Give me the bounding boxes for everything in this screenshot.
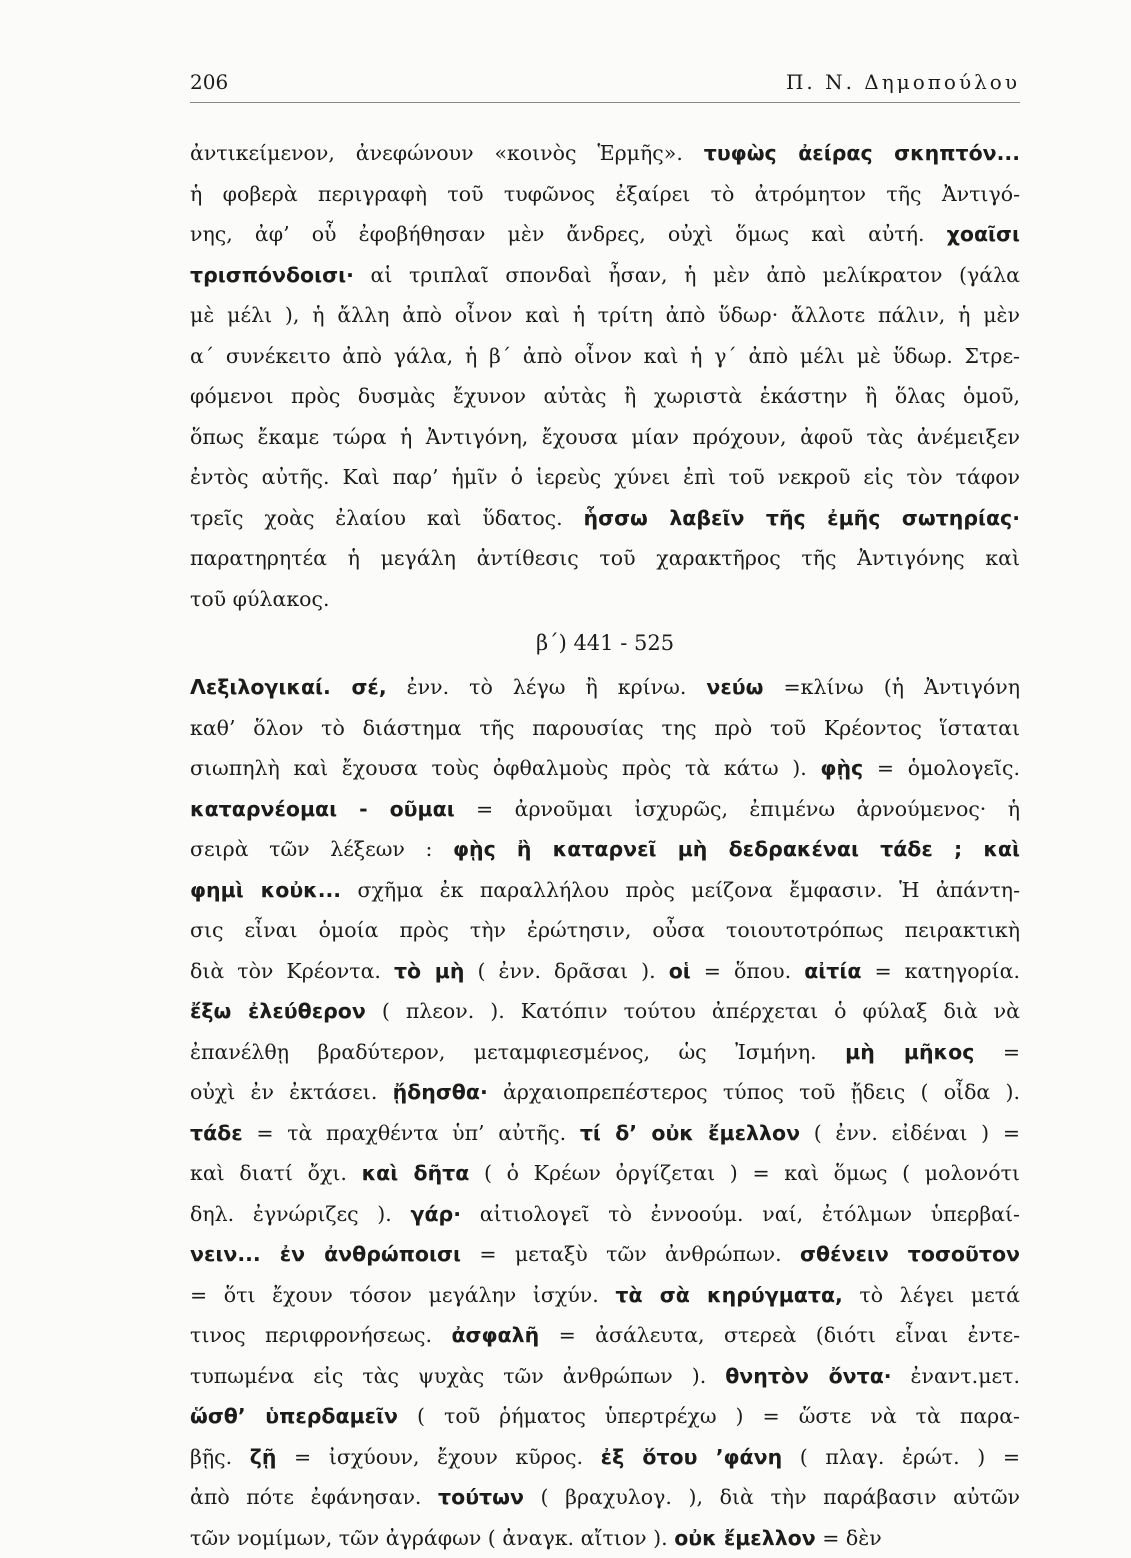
bold-term: τρισπόνδοισι· [190,263,354,287]
text-line [190,214,1020,255]
text-line [190,789,1020,830]
text-run: = κατηγορία. [861,959,1020,983]
text-run: δηλ. ἐγνώριζες ). [190,1202,411,1226]
text-run: σιωπηλὴ καὶ ἔχουσα τοὺς ὀφθαλμοὺς πρὸς τὰ κάτω ). [190,756,820,780]
text-line [190,1437,1020,1478]
text-line [190,1153,1020,1194]
text-line [190,910,1020,951]
text-line [190,579,1020,620]
text-run: = ὅπου. [691,959,804,983]
text-line [190,1356,1020,1397]
text-run: οὐχὶ ἐν ἐκτάσει. [190,1080,393,1104]
text-run: παρατηρητέα ἡ μεγάλη ἀντίθεσις τοῦ χαρακτῆρος τῆς Ἀντιγόνης καὶ [190,546,1020,570]
text-run: ( βραχυλογ. ), διὰ τὴν παράβασιν αὐτῶν [524,1485,1020,1509]
text-line [190,336,1020,377]
text-line [190,417,1020,458]
text-run: ἀντικείμενον, ἀνεφώνουν «κοινὸς Ἑρμῆς». [190,141,704,165]
text-run: = τὰ πραχθέντα ὑπ’ αὐτῆς. [243,1121,580,1145]
bold-term: ἀσφαλῆ [451,1323,539,1347]
text-run: μὲ μέλι ), ἡ ἄλλη ἀπὸ οἶνον καὶ ἡ τρίτη ἀπὸ ὕδωρ· ἄλλοτε πάλιν, ἡ μὲν [190,303,1020,327]
text-run: τυπωμένα εἰς τὰς ψυχὰς τῶν ἀνθρώπων ). [190,1364,725,1388]
text-line [190,133,1020,174]
text-run: =κλίνω (ἡ Ἀντιγόνη [763,675,1020,699]
bold-term: τυφὼς ἀείρας σκηπτόν... [704,141,1020,165]
text-line [190,1194,1020,1235]
text-line [190,1072,1020,1113]
text-line [190,951,1020,992]
bold-term: φῂς ἢ καταρνεῖ μὴ δεδρακέναι τάδε ; καὶ [453,837,1020,861]
text-line [190,748,1020,789]
text-run: ( ἐνν. εἰδέναι ) = [800,1121,1020,1145]
bold-term: ζῇ [250,1445,277,1469]
text-run: ἐντὸς αὐτῆς. Καὶ παρ’ ἡμῖν ὁ ἱερεὺς χύνει ἐπὶ τοῦ νεκροῦ εἰς τὸν τάφον [190,465,1020,489]
text-line [190,1396,1020,1437]
text-run: ( πλεον. ). Κατόπιν τούτου ἀπέρχεται ὁ φύλαξ διὰ νὰ [366,999,1020,1023]
text-run: τὸ λέγει μετά [843,1283,1020,1307]
bold-term: φῂς [820,756,863,780]
text-run: = δὲν [816,1526,882,1550]
text-run: διὰ τὸν Κρέοντα. [190,959,394,983]
bold-term: χοαῖσι [947,222,1020,246]
text-run: = ἀρνοῦμαι ἰσχυρῶς, ἐπιμένω ἀρνούμενος· ἡ [455,797,1020,821]
text-line [190,870,1020,911]
text-line [190,498,1020,539]
text-line [190,1032,1020,1073]
text-line [190,708,1020,749]
bold-term: ᾔδησθα· [393,1080,488,1104]
text-run: τινος περιφρονήσεως. [190,1323,451,1347]
text-line [190,255,1020,296]
bold-term: σθένειν τοσοῦτον [800,1242,1020,1266]
bold-term: φημὶ κοὐκ... [190,878,341,902]
running-header [190,70,1020,103]
text-line [190,1234,1020,1275]
text-run: νης, ἀφ’ οὗ ἐφοβήθησαν μὲν ἄνδρες, οὐχὶ ὅμως καὶ αὐτή. [190,222,947,246]
bold-term: Λεξιλογικαί. σέ, [190,675,387,699]
text-run: σχῆμα ἐκ παραλλήλου πρὸς μείζονα ἔμφασιν. Ἡ ἀπάντη- [341,878,1020,902]
bold-term: γάρ· [411,1202,462,1226]
bold-term: μὴ μῆκος [845,1040,974,1064]
text-run: σις εἶναι ὁμοία πρὸς τὴν ἐρώτησιν, οὖσα τοιουτοτρόπως πειρακτικὴ [190,918,1020,942]
text-run: καθ’ ὅλον τὸ διάστημα τῆς παρουσίας της πρὸ τοῦ Κρέοντος ἵσταται [190,716,1020,740]
bold-term: καὶ δῆτα [362,1161,470,1185]
text-run: ( ὁ Κρέων ὀργίζεται ) = καὶ ὅμως ( μολονότι [469,1161,1020,1185]
text-run: φόμενοι πρὸς δυσμὰς ἔχυνον αὐτὰς ἢ χωριστὰ ἑκάστην ἢ ὅλας ὁμοῦ, [190,384,1020,408]
text-line [190,667,1020,708]
text-run: καὶ διατί ὄχι. [190,1161,362,1185]
text-line [190,538,1020,579]
text-run: αἰτιολογεῖ τὸ ἐννοούμ. ναί, ἐτόλμων ὑπερβαί- [461,1202,1020,1226]
text-run: α΄ συνέκειτο ἀπὸ γάλα, ἡ β΄ ἀπὸ οἶνον καὶ ἡ γ΄ ἀπὸ μέλι μὲ ὕδωρ. Στρε- [190,344,1020,368]
text-line [190,376,1020,417]
text-run: = μεταξὺ τῶν ἀνθρώπων. [461,1242,800,1266]
text-run: = ὁμολογεῖς. [863,756,1020,780]
text-line [190,174,1020,215]
text-run: ἐνν. τὸ λέγω ἢ κρίνω. [387,675,707,699]
text-line [190,991,1020,1032]
bold-term: ἐξ ὅτου ’φάνη [601,1445,783,1469]
text-run: = [974,1040,1020,1064]
bold-term: καταρνέομαι - οῦμαι [190,797,455,821]
text-line [190,1518,1020,1558]
text-run: ὅπως ἔκαμε τώρα ἡ Ἀντιγόνη, ἔχουσα μίαν πρόχουν, ἀφοῦ τὰς ἀνέμειξεν [190,425,1020,449]
text-line [190,1315,1020,1356]
bold-term: τὸ μὴ [394,959,465,983]
text-run: ( πλαγ. ἐρώτ. ) = [782,1445,1020,1469]
bold-term: θνητὸν ὄντα· [725,1364,891,1388]
bold-term: ἔξω ἐλεύθερον [190,999,366,1023]
bold-term: οἱ [669,959,691,983]
text-run: ἡ φοβερὰ περιγραφὴ τοῦ τυφῶνος ἐξαίρει τὸ ἀτρόμητον τῆς Ἀντιγό- [190,182,1020,206]
section-title: β΄) 441 - 525 [190,623,1020,663]
text-run: αἱ τριπλαῖ σπονδαὶ ἦσαν, ἡ μὲν ἀπὸ μελίκρατον (γάλα [354,263,1020,287]
text-run: ἀπὸ πότε ἐφάνησαν. [190,1485,438,1509]
text-line [190,295,1020,336]
text-line [190,1477,1020,1518]
text-line [190,1275,1020,1316]
text-run: τῶν νομίμων, τῶν ἀγράφων ( ἀναγκ. αἴτιον ). [190,1526,674,1550]
bold-term: αἰτία [804,959,861,983]
bold-term: τούτων [438,1485,524,1509]
running-author: Π. Ν. Δημοπούλου [786,70,1020,94]
paragraph-2 [190,667,1020,1558]
text-run: ( τοῦ ῥήματος ὑπερτρέχω ) = ὥστε νὰ τὰ παρα- [398,1404,1020,1428]
bold-term: τάδε [190,1121,243,1145]
text-run: τρεῖς χοὰς ἐλαίου καὶ ὕδατος. [190,506,584,530]
text-line [190,1113,1020,1154]
text-line [190,457,1020,498]
text-run: ἐναντ.μετ. [892,1364,1020,1388]
text-run: ( ἐνν. δρᾶσαι ). [464,959,668,983]
bold-term: ὥσθ’ ὑπερδαμεῖν [190,1404,398,1428]
text-run: = ἀσάλευτα, στερεὰ (διότι εἶναι ἐντε- [539,1323,1020,1347]
page-number: 206 [190,70,228,94]
text-run: = ἰσχύουν, ἔχουν κῦρος. [276,1445,600,1469]
text-run: ἀρχαιοπρεπέστερος τύπος τοῦ ᾔδεις ( οἶδα ). [488,1080,1020,1104]
text-run: τοῦ φύλακος. [190,587,329,611]
text-run: = ὅτι ἔχουν τόσον μεγάλην ἰσχύν. [190,1283,615,1307]
paragraph-1 [190,133,1020,619]
bold-term: τί δ’ οὐκ ἔμελλον [580,1121,800,1145]
bold-term: νειν... ἐν ἀνθρώποισι [190,1242,461,1266]
bold-term: νεύω [706,675,763,699]
text-line [190,829,1020,870]
text-run: βῇς. [190,1445,250,1469]
bold-term: ἧσσω λαβεῖν τῆς ἐμῆς σωτηρίας· [584,506,1021,530]
page [190,70,1020,1558]
text-run: σειρὰ τῶν λέξεων : [190,837,453,861]
bold-term: οὐκ ἔμελλον [674,1526,816,1550]
text-run: ἐπανέλθῃ βραδύτερον, μεταμφιεσμένος, ὡς Ἰσμήνη. [190,1040,845,1064]
bold-term: τὰ σὰ κηρύγματα, [615,1283,842,1307]
